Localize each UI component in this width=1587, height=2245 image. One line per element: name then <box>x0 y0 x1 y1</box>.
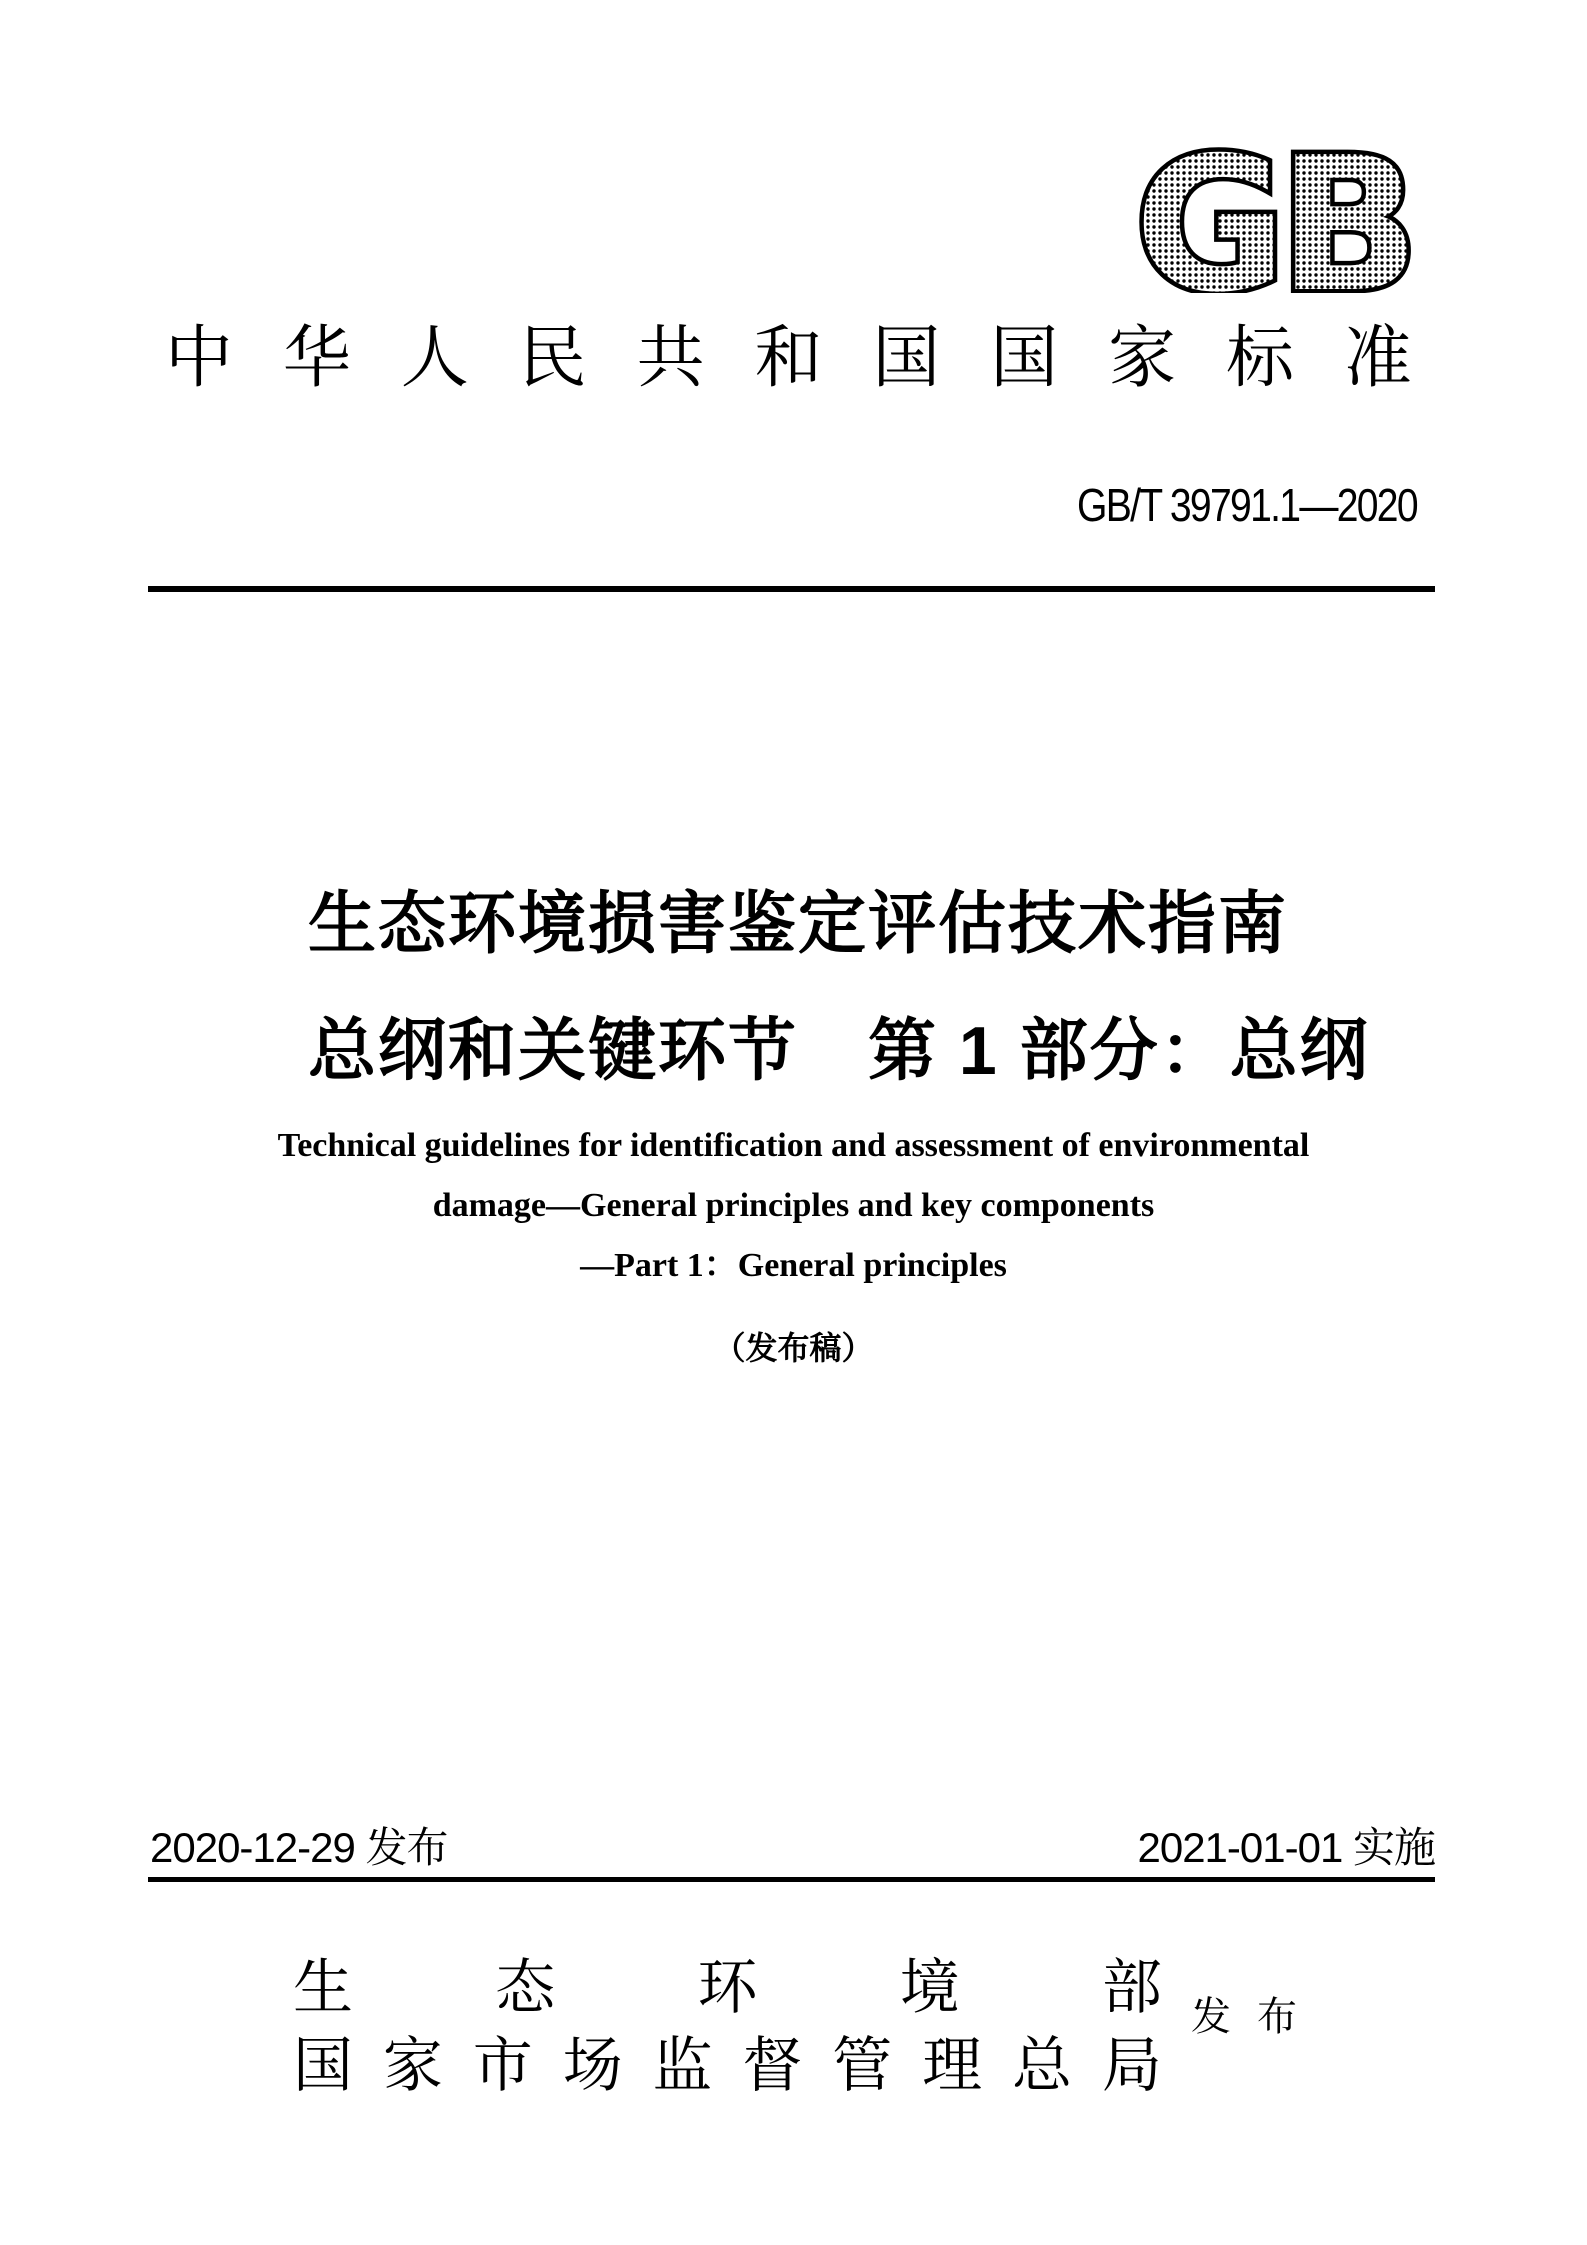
bottom-rule <box>148 1877 1435 1882</box>
publish-label: 发 布 <box>1191 1995 1297 2039</box>
title-cn-line1: 生态环境损害鉴定评估技术指南 <box>308 886 1289 962</box>
standard-number: GB/T 39791.1—2020 <box>1077 479 1417 531</box>
national-standard-heading: 中 华 人 民 共 和 国 国 家 标 准 <box>165 320 1412 396</box>
title-en-line1: Technical guidelines for identification and assessment of environmental <box>277 1127 1310 1164</box>
implementation-date: 2021-01-01 实施 <box>1137 1824 1435 1871</box>
title-cn-line2: 总纲和关键环节 第 1 部分：总纲 <box>308 1013 1370 1089</box>
issue-date: 2020-12-29 发布 <box>150 1824 448 1871</box>
top-rule <box>148 586 1435 592</box>
gb-logo <box>1127 140 1420 293</box>
gb-logo-text: GB <box>1134 140 1412 293</box>
agency-line2: 国 家 市 场 监 督 管 理 总 局 <box>293 2032 1162 2099</box>
title-en-line3: —Part 1：General principles <box>580 1247 1007 1284</box>
agency-line1: 生 态 环 境 部 <box>293 1954 1162 2021</box>
title-en-line2: damage—General principles and key components <box>432 1187 1155 1224</box>
draft-note: （发布稿） <box>713 1330 874 1366</box>
